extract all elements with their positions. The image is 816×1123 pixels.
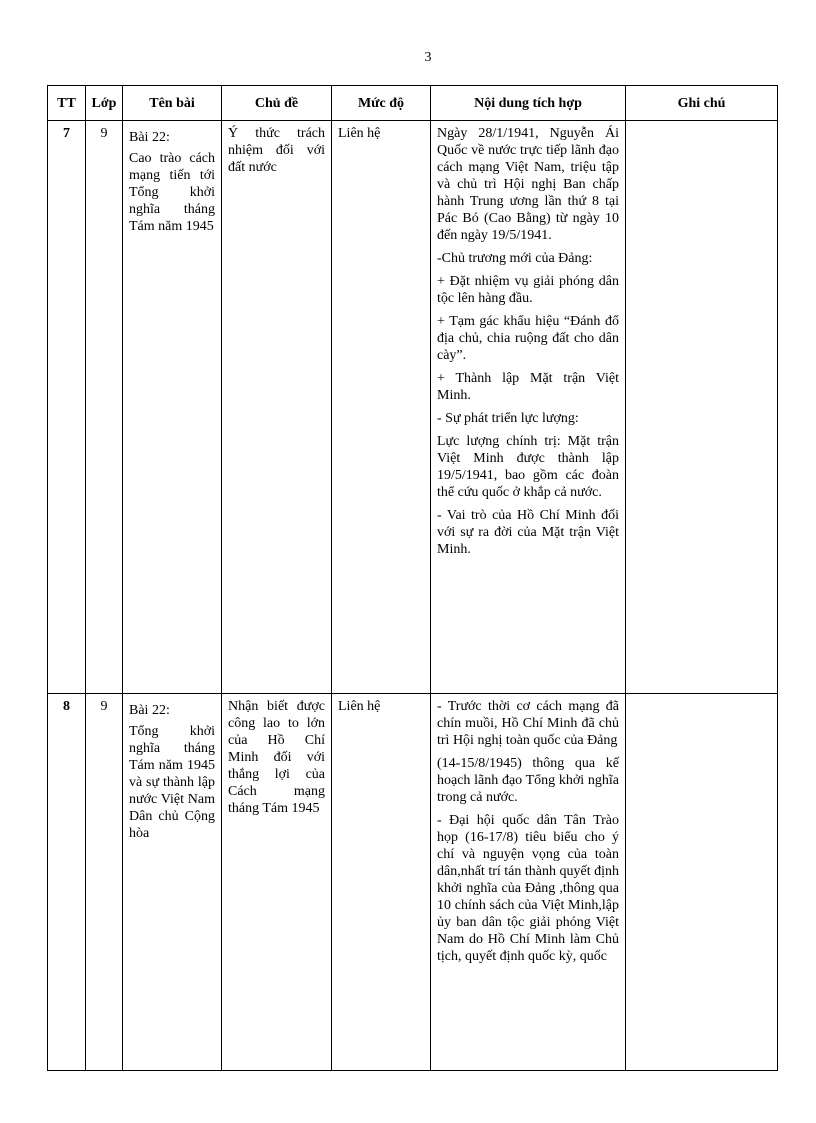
cell-muc-do: Liên hệ <box>332 694 431 1071</box>
page-number: 3 <box>424 50 432 65</box>
cell-ten-bai <box>123 694 222 1071</box>
cell-ghi-chu <box>626 694 778 1071</box>
content-paragraph: Lực lượng chính trị: Mặt trận Việt Minh được thành lập 19/5/1941, bao gồm các đoàn thể cứu quốc ở khắp cả nước. <box>437 434 619 500</box>
cell-lop: 9 <box>86 121 123 694</box>
cell-noi-dung <box>431 121 626 694</box>
cell-tt: 7 <box>48 121 86 694</box>
cell-noi-dung <box>431 694 626 1071</box>
cell-chu-de: Ý thức trách nhiệm đối với đất nước <box>222 121 332 694</box>
content-paragraph: - Vai trò của Hồ Chí Minh đối với sự ra đời của Mặt trận Việt Minh. <box>437 508 619 557</box>
header-lop: Lớp <box>86 86 123 121</box>
header-muc-do: Mức độ <box>332 86 431 121</box>
header-noi-dung: Nội dung tích hợp <box>431 86 626 121</box>
content-paragraph: + Thành lập Mặt trận Việt Minh. <box>437 371 619 403</box>
cell-ghi-chu <box>626 121 778 694</box>
cell-ten-bai <box>123 121 222 694</box>
lesson-title: Cao trào cách mạng tiến tới Tổng khởi nghĩa tháng Tám năm 1945 <box>129 151 215 234</box>
table-row <box>48 694 778 1071</box>
header-ghi-chu: Ghi chú <box>626 86 778 121</box>
header-row <box>48 86 778 121</box>
cell-chu-de: Nhận biết được công lao to lớn của Hồ Chí Minh đối với thắng lợi của Cách mạng tháng Tám 1945 <box>222 694 332 1071</box>
table-row <box>48 121 778 694</box>
content-paragraph: -Chủ trương mới của Đảng: <box>437 251 593 266</box>
lesson-number: Bài 22: <box>129 130 170 145</box>
lesson-title: Tổng khởi nghĩa tháng Tám năm 1945 và sự thành lập nước Việt Nam Dân chủ Cộng hòa <box>129 724 215 841</box>
content-paragraph: + Tạm gác khẩu hiệu “Đánh đổ địa chủ, chia ruộng đất cho dân cày”. <box>437 314 619 363</box>
content-paragraph: + Đặt nhiệm vụ giải phóng dân tộc lên hàng đầu. <box>437 274 619 306</box>
content-paragraph: Ngày 28/1/1941, Nguyễn Ái Quốc về nước trực tiếp lãnh đạo cách mạng Việt Nam, triệu tập và chủ trì Hội nghị Ban chấp hành Trung ương lần thứ 8 tại Pác Bó (Cao Bằng) từ ngày 10 đến ngày 19/5/1941. <box>437 126 619 243</box>
content-paragraph: - Đại hội quốc dân Tân Trào họp (16-17/8) tiêu biểu cho ý chí và nguyện vọng của toàn dân,nhất trí tán thành quyết định khởi nghĩa của Đảng ,thông qua 10 chính sách của Việt Minh,lập ủy ban dân tộc giải phóng Việt Nam do Hồ Chí Minh làm Chủ tịch, quyết định quốc kỳ, quốc <box>437 813 619 964</box>
header-ten-bai: Tên bài <box>123 86 222 121</box>
integration-table <box>47 85 778 1071</box>
content-paragraph: - Trước thời cơ cách mạng đã chín muồi, Hồ Chí Minh đã chủ trì Hội nghị toàn quốc của Đảng <box>437 699 619 748</box>
header-tt: TT <box>48 86 86 121</box>
header-chu-de: Chủ đề <box>222 86 332 121</box>
cell-muc-do: Liên hệ <box>332 121 431 694</box>
cell-lop: 9 <box>86 694 123 1071</box>
content-paragraph: (14-15/8/1945) thông qua kế hoạch lãnh đạo Tổng khởi nghĩa trong cả nước. <box>437 756 619 805</box>
lesson-number: Bài 22: <box>129 703 170 718</box>
content-paragraph: - Sự phát triển lực lượng: <box>437 411 579 426</box>
cell-tt: 8 <box>48 694 86 1071</box>
